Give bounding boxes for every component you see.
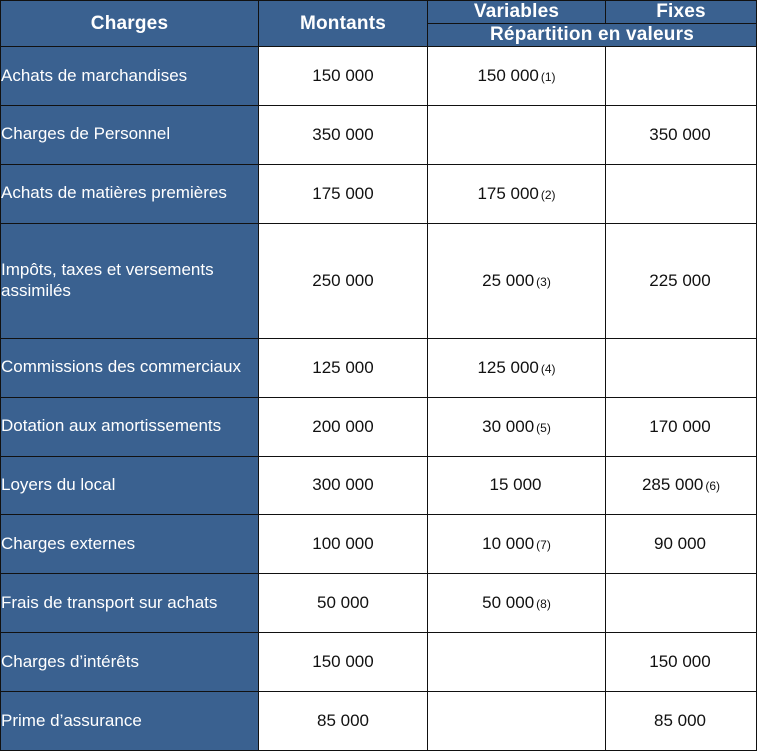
cell-montants: 125 000 [259,338,428,397]
cell-footnote-marker: (5) [536,420,551,435]
cell-fixes [606,223,757,338]
cell-amount: 90 000 [654,534,706,554]
cell-montants: 350 000 [259,105,428,164]
cell-variables [428,397,606,456]
cell-variables [428,164,606,223]
row-label-charges: Prime d’assurance [1,692,259,751]
cell-montants: 300 000 [259,456,428,515]
table-header [1,1,757,47]
cell-montants: 200 000 [259,397,428,456]
cell-fixes [606,338,757,397]
cell-montants: 100 000 [259,515,428,574]
cell-amount: 225 000 [649,270,711,290]
table-body [1,47,757,751]
cell-fixes [606,633,757,692]
cell-footnote-marker: (1) [540,69,556,84]
cell-montants: 85 000 [259,692,428,751]
cell-amount: 85 000 [654,711,706,731]
cell-variables [428,105,606,164]
cell-footnote-marker: (6) [705,479,721,494]
cell-footnote-marker: (7) [536,538,551,553]
row-label-charges: Charges d’intérêts [1,633,259,692]
cell-amount: 350 000 [649,124,711,144]
cell-amount: 15 000 [489,475,542,495]
cell-montants: 150 000 [259,47,428,106]
table-row [1,105,757,164]
cell-footnote-marker: (2) [540,187,556,202]
table-row [1,47,757,106]
cell-variables [428,692,606,751]
row-label-charges: Charges externes [1,515,259,574]
cell-amount: 30 000 [482,416,535,436]
cell-footnote-marker: (3) [536,274,551,289]
table-row [1,456,757,515]
table-row [1,515,757,574]
cell-amount: 10 000 [482,534,535,554]
row-label-charges: Frais de transport sur achats [1,574,259,633]
column-header-montants: Montants [259,1,428,47]
cell-montants: 50 000 [259,574,428,633]
table-row [1,397,757,456]
cell-footnote-marker: (4) [540,361,556,376]
cell-amount: 125 000 [477,357,539,377]
cell-variables [428,338,606,397]
row-label-charges: Achats de matières premières [1,164,259,223]
cell-variables [428,47,606,106]
row-label-charges: Commissions des commerciaux [1,338,259,397]
cell-montants: 150 000 [259,633,428,692]
cell-amount: 50 000 [482,593,535,613]
table-row [1,223,757,338]
cell-variables [428,456,606,515]
column-header-repartition-en-valeurs: Répartition en valeurs [428,24,757,47]
cell-variables [428,633,606,692]
cell-montants: 250 000 [259,223,428,338]
table-row [1,633,757,692]
cell-fixes [606,515,757,574]
cell-fixes [606,105,757,164]
cell-amount: 285 000 [641,475,704,495]
cell-amount: 150 000 [477,65,539,85]
row-label-charges: Achats de marchandises [1,47,259,106]
column-header-variables: Variables [428,1,606,24]
column-header-fixes: Fixes [606,1,757,24]
cell-fixes [606,456,757,515]
cell-amount: 170 000 [649,416,711,436]
row-label-charges: Loyers du local [1,456,259,515]
cell-fixes [606,692,757,751]
row-label-charges: Impôts, taxes et versements assimilés [1,223,259,338]
cell-amount: 25 000 [482,270,535,290]
cell-variables [428,223,606,338]
table-row [1,574,757,633]
cell-fixes [606,574,757,633]
table-row [1,338,757,397]
row-label-charges: Charges de Personnel [1,105,259,164]
cell-fixes [606,397,757,456]
cell-variables [428,574,606,633]
cell-amount: 175 000 [477,183,539,203]
cell-montants: 175 000 [259,164,428,223]
cell-footnote-marker: (8) [536,597,551,612]
row-label-charges: Dotation aux amortissements [1,397,259,456]
table-row [1,164,757,223]
cell-amount: 150 000 [649,652,711,672]
header-row-primary [1,1,757,24]
table-row [1,692,757,751]
column-header-charges: Charges [1,1,259,47]
cell-variables [428,515,606,574]
cell-fixes [606,164,757,223]
cell-fixes [606,47,757,106]
